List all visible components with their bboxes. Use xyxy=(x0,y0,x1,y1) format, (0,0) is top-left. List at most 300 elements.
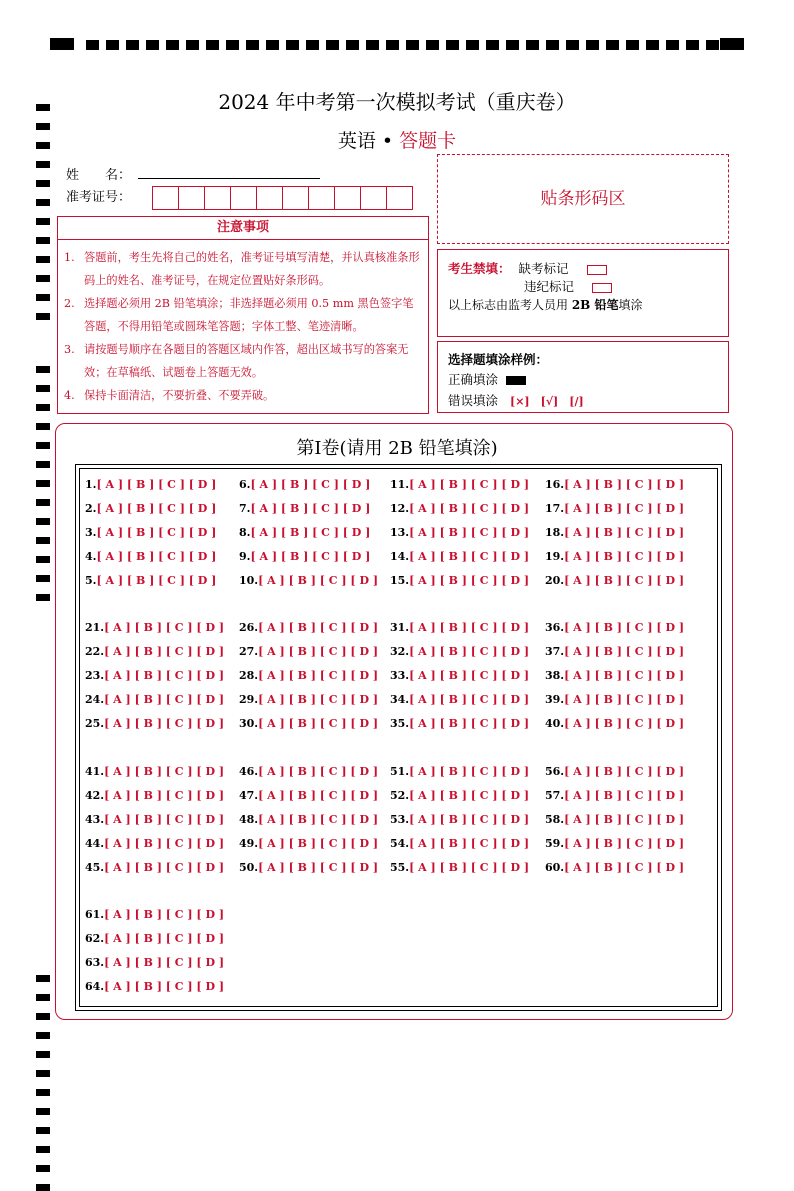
timing-mark xyxy=(306,40,319,50)
timing-mark xyxy=(36,537,50,544)
question-row[interactable] xyxy=(545,574,684,587)
answer-options[interactable]: [ A ] [ B ] [ C ] [ D ] xyxy=(258,813,379,826)
question-number: 30. xyxy=(239,717,259,730)
timing-mark xyxy=(36,313,50,320)
question-row[interactable] xyxy=(85,526,216,539)
violation-mark-box[interactable] xyxy=(592,283,612,293)
question-number: 7. xyxy=(239,502,251,515)
question-number: 62. xyxy=(85,932,105,945)
timing-mark xyxy=(166,40,179,50)
question-number: 1. xyxy=(85,478,97,491)
question-row[interactable] xyxy=(390,645,529,658)
answer-options[interactable]: [ A ] [ B ] [ C ] [ D ] xyxy=(104,717,225,730)
question-row[interactable] xyxy=(545,837,684,850)
absent-label: 缺考标记 xyxy=(518,261,569,276)
id-digit-box[interactable] xyxy=(256,186,283,210)
question-number: 57. xyxy=(545,789,565,802)
timing-mark xyxy=(36,499,50,506)
timing-mark xyxy=(36,480,50,487)
question-number: 41. xyxy=(85,765,105,778)
question-number: 5. xyxy=(85,574,97,587)
timing-mark xyxy=(36,1089,50,1096)
answer-options[interactable]: [ A ] [ B ] [ C ] [ D ] xyxy=(409,478,530,491)
answer-options[interactable]: [ A ] [ B ] [ C ] [ D ] xyxy=(258,861,379,874)
question-number: 58. xyxy=(545,813,565,826)
timing-mark xyxy=(486,40,499,50)
answer-options[interactable]: [ A ] [ B ] [ C ] [ D ] xyxy=(409,574,530,587)
timing-mark xyxy=(36,180,50,187)
timing-mark xyxy=(36,237,50,244)
question-number: 10. xyxy=(239,574,259,587)
id-digit-box[interactable] xyxy=(230,186,257,210)
answer-options[interactable]: [ A ] [ B ] [ C ] [ D ] xyxy=(104,861,225,874)
timing-mark xyxy=(36,994,50,1001)
answer-options[interactable]: [ A ] [ B ] [ C ] [ D ] xyxy=(104,669,225,682)
timing-mark xyxy=(506,40,519,50)
timing-mark xyxy=(36,218,50,225)
card-name: 答题卡 xyxy=(399,130,457,152)
wrong-label: 错误填涂 xyxy=(448,393,499,408)
question-number: 32. xyxy=(390,645,410,658)
answer-options[interactable]: [ A ] [ B ] [ C ] [ D ] xyxy=(104,621,225,634)
answer-options[interactable]: [ A ] [ B ] [ C ] [ D ] xyxy=(564,789,685,802)
question-number: 3. xyxy=(85,526,97,539)
question-number: 16. xyxy=(545,478,565,491)
notice-heading: 注意事项 xyxy=(58,217,428,240)
timing-mark xyxy=(36,275,50,282)
timing-mark xyxy=(546,40,559,50)
answer-options[interactable]: [ A ] [ B ] [ C ] [ D ] xyxy=(409,645,530,658)
question-number: 23. xyxy=(85,669,105,682)
timing-mark xyxy=(646,40,659,50)
timing-mark xyxy=(426,40,439,50)
answer-options[interactable]: [ A ] [ B ] [ C ] [ D ] xyxy=(258,669,379,682)
answer-options[interactable]: [ A ] [ B ] [ C ] [ D ] xyxy=(250,478,371,491)
correct-label: 正确填涂 xyxy=(448,372,499,387)
notice-box xyxy=(57,216,429,414)
answer-options[interactable]: [ A ] [ B ] [ C ] [ D ] xyxy=(96,574,217,587)
timing-mark xyxy=(586,40,599,50)
forbid-label: 考生禁填： xyxy=(448,261,511,276)
question-number: 56. xyxy=(545,765,565,778)
barcode-area: 贴条形码区 xyxy=(437,154,729,244)
question-row[interactable] xyxy=(85,813,224,826)
timing-mark xyxy=(246,40,259,50)
question-number: 49. xyxy=(239,837,259,850)
answer-options[interactable]: [ A ] [ B ] [ C ] [ D ] xyxy=(409,502,530,515)
answer-options[interactable]: [ A ] [ B ] [ C ] [ D ] xyxy=(104,789,225,802)
id-number-grid[interactable] xyxy=(152,186,412,210)
question-row[interactable] xyxy=(85,669,224,682)
answer-options[interactable]: [ A ] [ B ] [ C ] [ D ] xyxy=(104,932,225,945)
section-title: 第Ⅰ卷(请用 2B 铅笔填涂) xyxy=(296,438,498,459)
timing-mark xyxy=(36,199,50,206)
answer-options[interactable]: [ A ] [ B ] [ C ] [ D ] xyxy=(409,765,530,778)
notice-item xyxy=(64,246,420,292)
answer-options[interactable]: [ A ] [ B ] [ C ] [ D ] xyxy=(96,526,217,539)
question-number: 19. xyxy=(545,550,565,563)
timing-mark xyxy=(266,40,279,50)
question-row[interactable] xyxy=(239,669,378,682)
timing-mark xyxy=(626,40,639,50)
answer-options[interactable]: [ A ] [ B ] [ C ] [ D ] xyxy=(104,956,225,969)
question-number: 59. xyxy=(545,837,565,850)
answer-options[interactable]: [ A ] [ B ] [ C ] [ D ] xyxy=(564,765,685,778)
timing-mark xyxy=(346,40,359,50)
question-number: 31. xyxy=(390,621,410,634)
question-row[interactable] xyxy=(390,669,529,682)
question-row[interactable] xyxy=(85,621,224,634)
subject-name: 英语 xyxy=(337,130,376,152)
notice-item xyxy=(64,384,420,407)
timing-mark xyxy=(126,40,139,50)
question-number: 13. xyxy=(390,526,410,539)
question-row[interactable] xyxy=(545,526,684,539)
id-digit-box[interactable] xyxy=(386,186,413,210)
question-number: 40. xyxy=(545,717,565,730)
timing-mark xyxy=(186,40,199,50)
question-row[interactable] xyxy=(239,478,370,491)
question-row[interactable] xyxy=(85,478,216,491)
answer-options[interactable]: [ A ] [ B ] [ C ] [ D ] xyxy=(409,813,530,826)
answer-options[interactable]: [ A ] [ B ] [ C ] [ D ] xyxy=(564,502,685,515)
answer-options[interactable]: [ A ] [ B ] [ C ] [ D ] xyxy=(104,837,225,850)
question-row[interactable] xyxy=(390,693,529,706)
question-number: 15. xyxy=(390,574,410,587)
answer-options[interactable]: [ A ] [ B ] [ C ] [ D ] xyxy=(409,526,530,539)
answer-options[interactable]: [ A ] [ B ] [ C ] [ D ] xyxy=(258,789,379,802)
answer-options[interactable]: [ A ] [ B ] [ C ] [ D ] xyxy=(409,550,530,563)
id-digit-box[interactable] xyxy=(152,186,179,210)
question-number: 11. xyxy=(390,478,410,491)
answer-options[interactable]: [ A ] [ B ] [ C ] [ D ] xyxy=(564,645,685,658)
question-number: 53. xyxy=(390,813,410,826)
question-number: 34. xyxy=(390,693,410,706)
question-row[interactable] xyxy=(239,550,370,563)
id-digit-box[interactable] xyxy=(204,186,231,210)
question-row[interactable] xyxy=(390,478,529,491)
question-row[interactable] xyxy=(390,861,529,874)
question-number: 39. xyxy=(545,693,565,706)
timing-mark xyxy=(36,256,50,263)
answer-options[interactable]: [ A ] [ B ] [ C ] [ D ] xyxy=(258,717,379,730)
question-number: 43. xyxy=(85,813,105,826)
question-row[interactable] xyxy=(239,861,378,874)
answer-options[interactable]: [ A ] [ B ] [ C ] [ D ] xyxy=(96,478,217,491)
question-number: 6. xyxy=(239,478,251,491)
question-row[interactable] xyxy=(390,717,529,730)
answer-options[interactable]: [ A ] [ B ] [ C ] [ D ] xyxy=(564,669,685,682)
question-number: 17. xyxy=(545,502,565,515)
answer-options[interactable]: [ A ] [ B ] [ C ] [ D ] xyxy=(564,693,685,706)
question-row[interactable] xyxy=(390,837,529,850)
question-number: 21. xyxy=(85,621,105,634)
timing-mark xyxy=(106,40,119,50)
answer-options[interactable]: [ A ] [ B ] [ C ] [ D ] xyxy=(258,693,379,706)
timing-mark xyxy=(666,40,679,50)
timing-mark xyxy=(86,40,99,50)
question-number: 47. xyxy=(239,789,259,802)
answer-options[interactable]: [ A ] [ B ] [ C ] [ D ] xyxy=(104,693,225,706)
forbid-box xyxy=(437,249,729,337)
question-row[interactable] xyxy=(85,789,224,802)
notice-item xyxy=(64,292,420,338)
question-row[interactable] xyxy=(390,813,529,826)
question-row[interactable] xyxy=(85,837,224,850)
answer-options[interactable]: [ A ] [ B ] [ C ] [ D ] xyxy=(409,717,530,730)
question-row[interactable] xyxy=(239,813,378,826)
question-number: 12. xyxy=(390,502,410,515)
timing-marks-top xyxy=(50,38,744,52)
answer-options[interactable]: [ A ] [ B ] [ C ] [ D ] xyxy=(258,837,379,850)
timing-mark xyxy=(50,38,74,50)
question-number: 63. xyxy=(85,956,105,969)
question-row[interactable] xyxy=(390,502,529,515)
question-row[interactable] xyxy=(390,621,529,634)
question-row[interactable] xyxy=(239,789,378,802)
timing-mark xyxy=(36,1184,50,1191)
forbid-note-prefix: 以上标志由监考人员用 xyxy=(448,298,572,312)
question-row[interactable] xyxy=(85,956,224,969)
question-number: 24. xyxy=(85,693,105,706)
question-row[interactable] xyxy=(85,717,224,730)
question-number: 26. xyxy=(239,621,259,634)
answer-options[interactable]: [ A ] [ B ] [ C ] [ D ] xyxy=(564,717,685,730)
sample-heading: 选择题填涂样例： xyxy=(448,352,549,367)
timing-mark xyxy=(286,40,299,50)
question-row[interactable] xyxy=(239,837,378,850)
timing-mark xyxy=(36,1070,50,1077)
answer-options[interactable]: [ A ] [ B ] [ C ] [ D ] xyxy=(258,621,379,634)
timing-mark xyxy=(36,1013,50,1020)
answer-options[interactable]: [ A ] [ B ] [ C ] [ D ] xyxy=(409,693,530,706)
answer-options[interactable]: [ A ] [ B ] [ C ] [ D ] xyxy=(564,574,685,587)
timing-mark xyxy=(36,556,50,563)
timing-mark xyxy=(386,40,399,50)
question-row[interactable] xyxy=(85,550,216,563)
notice-item-text: 请按题号顺序在各题目的答题区域内作答，超出区域书写的答案无效；在草稿纸、试题卷上答题无效。 xyxy=(84,343,409,379)
question-number: 37. xyxy=(545,645,565,658)
answer-options[interactable]: [ A ] [ B ] [ C ] [ D ] xyxy=(96,502,217,515)
timing-mark xyxy=(36,423,50,430)
timing-mark xyxy=(36,1051,50,1058)
answer-options[interactable]: [ A ] [ B ] [ C ] [ D ] xyxy=(409,837,530,850)
question-row[interactable] xyxy=(85,980,224,993)
question-row[interactable] xyxy=(545,502,684,515)
question-row[interactable] xyxy=(85,693,224,706)
answer-options[interactable]: [ A ] [ B ] [ C ] [ D ] xyxy=(250,526,371,539)
wrong-marks: [×] [√] [/] xyxy=(510,395,584,408)
absent-mark-box[interactable] xyxy=(587,265,607,275)
id-digit-box[interactable] xyxy=(308,186,335,210)
question-number: 51. xyxy=(390,765,410,778)
notice-list xyxy=(58,240,428,407)
question-row[interactable] xyxy=(85,765,224,778)
question-number: 52. xyxy=(390,789,410,802)
id-label: 准考证号： xyxy=(66,190,132,205)
timing-mark xyxy=(720,38,744,50)
answer-options[interactable]: [ A ] [ B ] [ C ] [ D ] xyxy=(104,813,225,826)
question-row[interactable] xyxy=(390,550,529,563)
notice-item-number: 4. xyxy=(64,389,75,402)
question-number: 50. xyxy=(239,861,259,874)
subtitle-dot: • xyxy=(381,130,394,152)
question-number: 61. xyxy=(85,908,105,921)
question-row[interactable] xyxy=(239,765,378,778)
answer-options[interactable]: [ A ] [ B ] [ C ] [ D ] xyxy=(564,621,685,634)
id-digit-box[interactable] xyxy=(334,186,361,210)
answer-options[interactable]: [ A ] [ B ] [ C ] [ D ] xyxy=(564,861,685,874)
question-number: 64. xyxy=(85,980,105,993)
answer-options[interactable]: [ A ] [ B ] [ C ] [ D ] xyxy=(409,621,530,634)
timing-mark xyxy=(206,40,219,50)
question-number: 22. xyxy=(85,645,105,658)
question-row[interactable] xyxy=(545,789,684,802)
timing-mark xyxy=(526,40,539,50)
correct-fill-sample xyxy=(506,376,526,385)
timing-mark xyxy=(36,461,50,468)
question-row[interactable] xyxy=(239,502,370,515)
timing-mark xyxy=(466,40,479,50)
question-row[interactable] xyxy=(545,861,684,874)
answer-options[interactable]: [ A ] [ B ] [ C ] [ D ] xyxy=(564,813,685,826)
answer-options[interactable]: [ A ] [ B ] [ C ] [ D ] xyxy=(96,550,217,563)
question-row[interactable] xyxy=(545,717,684,730)
timing-mark xyxy=(36,594,50,601)
question-number: 33. xyxy=(390,669,410,682)
notice-item-number: 2. xyxy=(64,297,75,310)
question-row[interactable] xyxy=(85,932,224,945)
answer-options[interactable]: [ A ] [ B ] [ C ] [ D ] xyxy=(409,789,530,802)
timing-mark xyxy=(36,161,50,168)
question-number: 42. xyxy=(85,789,105,802)
exam-title: 2024 年中考第一次模拟考试（重庆卷） xyxy=(218,90,576,114)
answer-options[interactable]: [ A ] [ B ] [ C ] [ D ] xyxy=(258,645,379,658)
question-row[interactable] xyxy=(239,693,378,706)
question-number: 27. xyxy=(239,645,259,658)
answer-options[interactable]: [ A ] [ B ] [ C ] [ D ] xyxy=(250,550,371,563)
question-number: 8. xyxy=(239,526,251,539)
question-row[interactable] xyxy=(85,861,224,874)
answer-options[interactable]: [ A ] [ B ] [ C ] [ D ] xyxy=(409,669,530,682)
question-row[interactable] xyxy=(545,693,684,706)
question-number: 20. xyxy=(545,574,565,587)
question-number: 35. xyxy=(390,717,410,730)
timing-mark xyxy=(146,40,159,50)
question-row[interactable] xyxy=(239,526,370,539)
notice-item-number: 3. xyxy=(64,343,75,356)
question-number: 48. xyxy=(239,813,259,826)
notice-item-text: 保持卡面清洁，不要折叠、不要弄破。 xyxy=(84,389,275,402)
question-row[interactable] xyxy=(545,621,684,634)
question-number: 2. xyxy=(85,502,97,515)
question-number: 18. xyxy=(545,526,565,539)
timing-mark xyxy=(226,40,239,50)
timing-mark xyxy=(36,1032,50,1039)
id-digit-box[interactable] xyxy=(178,186,205,210)
timing-mark xyxy=(36,518,50,525)
notice-item-number: 1. xyxy=(64,251,75,264)
question-row[interactable] xyxy=(545,550,684,563)
answer-options[interactable]: [ A ] [ B ] [ C ] [ D ] xyxy=(409,861,530,874)
timing-mark xyxy=(36,575,50,582)
answer-options[interactable]: [ A ] [ B ] [ C ] [ D ] xyxy=(104,980,225,993)
timing-mark xyxy=(36,385,50,392)
timing-mark xyxy=(36,975,50,982)
timing-mark xyxy=(36,1127,50,1134)
timing-mark xyxy=(36,1146,50,1153)
question-number: 44. xyxy=(85,837,105,850)
question-row[interactable] xyxy=(239,621,378,634)
id-digit-box[interactable] xyxy=(360,186,387,210)
answer-options[interactable]: [ A ] [ B ] [ C ] [ D ] xyxy=(104,908,225,921)
timing-mark xyxy=(366,40,379,50)
answer-options[interactable]: [ A ] [ B ] [ C ] [ D ] xyxy=(564,550,685,563)
question-row[interactable] xyxy=(545,765,684,778)
name-field[interactable] xyxy=(138,178,320,179)
question-number: 46. xyxy=(239,765,259,778)
question-number: 25. xyxy=(85,717,105,730)
question-row[interactable] xyxy=(85,908,224,921)
id-digit-box[interactable] xyxy=(282,186,309,210)
question-row[interactable] xyxy=(85,502,216,515)
notice-item xyxy=(64,338,420,384)
question-row[interactable] xyxy=(85,645,224,658)
question-row[interactable] xyxy=(390,789,529,802)
answer-options[interactable]: [ A ] [ B ] [ C ] [ D ] xyxy=(564,478,685,491)
question-row[interactable] xyxy=(239,717,378,730)
violation-label: 违纪标记 xyxy=(524,279,575,294)
answer-options[interactable]: [ A ] [ B ] [ C ] [ D ] xyxy=(104,645,225,658)
forbid-note-suffix: 填涂 xyxy=(618,298,643,312)
question-row[interactable] xyxy=(390,765,529,778)
timing-mark xyxy=(406,40,419,50)
question-number: 29. xyxy=(239,693,259,706)
notice-item-text: 选择题必须用 2B 铅笔填涂；非选择题必须用 0.5 mm 黑色签字笔答题，不得用铅笔或圆珠笔答题；字体工整、笔迹清晰。 xyxy=(84,297,414,333)
question-row[interactable] xyxy=(85,574,216,587)
question-row[interactable] xyxy=(390,574,529,587)
answer-options[interactable]: [ A ] [ B ] [ C ] [ D ] xyxy=(258,765,379,778)
question-row[interactable] xyxy=(545,478,684,491)
name-label: 姓 名： xyxy=(66,168,132,183)
question-row[interactable] xyxy=(239,574,378,587)
timing-mark xyxy=(686,40,699,50)
question-number: 38. xyxy=(545,669,565,682)
question-row[interactable] xyxy=(239,645,378,658)
question-number: 9. xyxy=(239,550,251,563)
answer-options[interactable]: [ A ] [ B ] [ C ] [ D ] xyxy=(258,574,379,587)
question-number: 4. xyxy=(85,550,97,563)
question-row[interactable] xyxy=(390,526,529,539)
timing-mark xyxy=(326,40,339,50)
answer-options[interactable]: [ A ] [ B ] [ C ] [ D ] xyxy=(104,765,225,778)
question-number: 54. xyxy=(390,837,410,850)
timing-mark xyxy=(706,40,719,50)
card-subtitle xyxy=(0,126,794,153)
question-number: 60. xyxy=(545,861,565,874)
answer-options[interactable]: [ A ] [ B ] [ C ] [ D ] xyxy=(564,837,685,850)
question-row[interactable] xyxy=(545,813,684,826)
notice-item-text: 答题前，考生先将自己的姓名，准考证号填写清楚，并认真核准条形码上的姓名、准考证号，在规定位置贴好条形码。 xyxy=(84,251,420,287)
question-row[interactable] xyxy=(545,645,684,658)
question-number: 14. xyxy=(390,550,410,563)
answer-options[interactable]: [ A ] [ B ] [ C ] [ D ] xyxy=(564,526,685,539)
question-row[interactable] xyxy=(545,669,684,682)
timing-mark xyxy=(446,40,459,50)
sample-box xyxy=(437,341,729,413)
answer-options[interactable]: [ A ] [ B ] [ C ] [ D ] xyxy=(250,502,371,515)
question-number: 36. xyxy=(545,621,565,634)
